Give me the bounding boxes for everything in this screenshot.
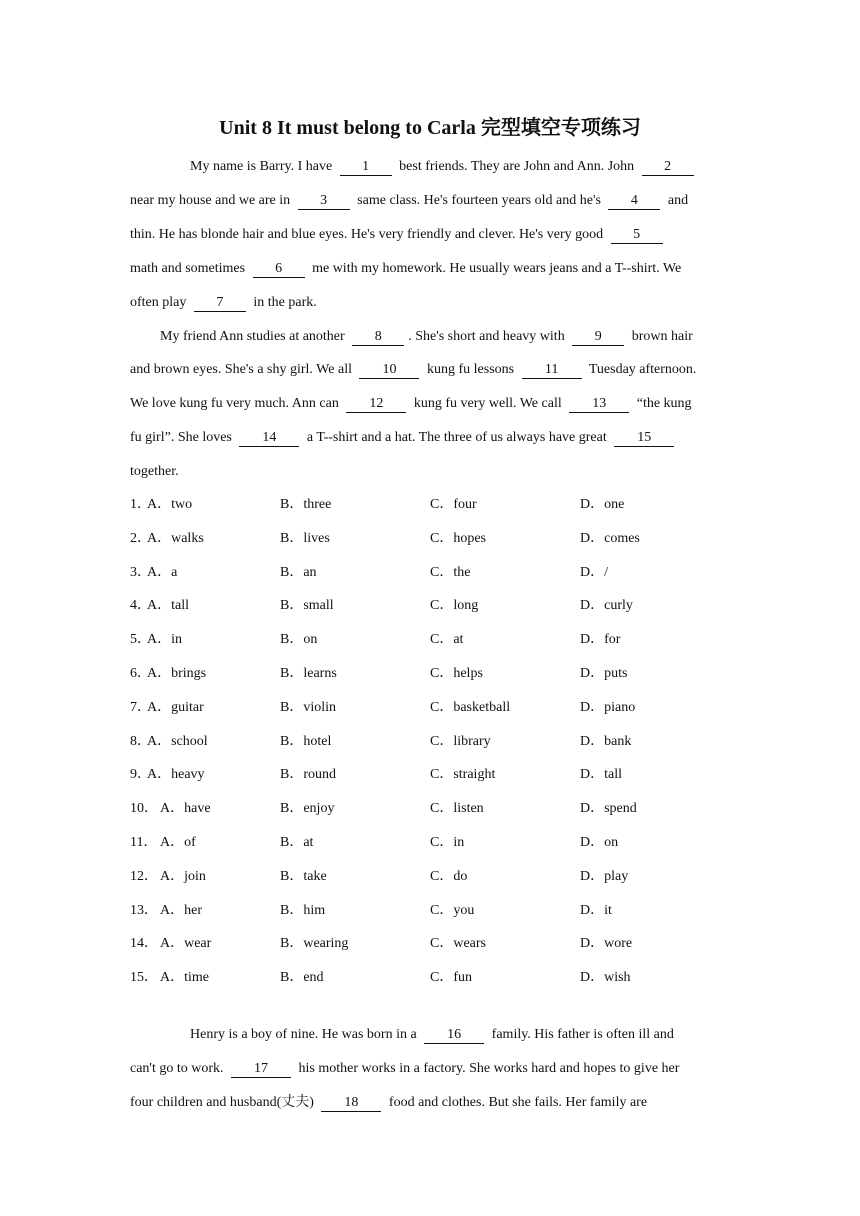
option-c[interactable]: C．in: [430, 835, 465, 850]
option-a[interactable]: A．brings: [147, 666, 207, 681]
passage-text: thin. He has blonde hair and blue eyes. He's very friendly and clever. He's very good: [130, 227, 607, 242]
passage-text: me with my homework. He usually wears jeans and a T--shirt. We: [308, 261, 682, 276]
passage-text: can't go to work.: [130, 1061, 228, 1076]
blank-7[interactable]: 7: [194, 295, 246, 312]
option-c[interactable]: C．listen: [430, 801, 484, 817]
option-d[interactable]: D．wore: [580, 936, 633, 952]
passage-text: math and sometimes: [130, 261, 249, 276]
option-d[interactable]: D．piano: [580, 699, 636, 715]
passage-text: Tuesday afternoon.: [585, 362, 697, 377]
option-b[interactable]: B．end: [280, 970, 324, 986]
passage1-line: [130, 462, 734, 482]
passage1-line: [130, 225, 734, 245]
passage-text: and brown eyes. She's a shy girl. We all: [130, 362, 356, 377]
passage1-line: [130, 191, 734, 211]
passage1-line: [130, 259, 734, 279]
option-d[interactable]: D．wish: [580, 970, 631, 986]
blank-2[interactable]: 2: [642, 159, 694, 176]
option-d[interactable]: D．/: [580, 564, 608, 580]
blank-11[interactable]: 11: [522, 362, 582, 379]
option-d[interactable]: D．on: [580, 835, 619, 850]
passage-text: “the kung: [633, 396, 692, 411]
option-b[interactable]: B．enjoy: [280, 801, 335, 817]
passage-text: a T--shirt and a hat. The three of us always have great: [303, 430, 611, 445]
blank-9[interactable]: 9: [572, 329, 624, 346]
passage-text: My friend Ann studies at another: [160, 329, 349, 344]
passage-text: family. His father is often ill and: [488, 1027, 674, 1042]
question-number: 5．: [130, 632, 151, 648]
passage-text: My name is Barry. I have: [190, 159, 336, 174]
option-a[interactable]: A．of: [160, 835, 196, 850]
question-number: 12．: [130, 868, 158, 884]
option-d[interactable]: D．bank: [580, 733, 632, 749]
passage-text: food and clothes. But she fails. Her family are: [385, 1095, 648, 1110]
option-c[interactable]: C．the: [430, 564, 471, 580]
option-c[interactable]: C．long: [430, 598, 479, 614]
passage-text: four children and husband(丈夫): [130, 1095, 318, 1110]
passage2-line: [130, 1059, 734, 1079]
option-a[interactable]: A．her: [160, 902, 202, 918]
question-number: 11．: [130, 835, 158, 850]
blank-13[interactable]: 13: [569, 396, 629, 413]
option-a[interactable]: A．in: [147, 632, 182, 648]
option-d[interactable]: D．spend: [580, 801, 637, 817]
option-d[interactable]: D．for: [580, 632, 621, 648]
option-c[interactable]: C．hopes: [430, 530, 486, 546]
option-c[interactable]: C．four: [430, 497, 477, 512]
blank-17[interactable]: 17: [231, 1061, 291, 1078]
option-a[interactable]: A．walks: [147, 530, 204, 546]
option-b[interactable]: B．lives: [280, 530, 330, 546]
question-number: 3．: [130, 564, 151, 580]
passage1-line: [190, 157, 734, 177]
option-d[interactable]: D．curly: [580, 598, 633, 614]
passage-text: . She's short and heavy with: [408, 329, 569, 344]
passage2-line: [190, 1025, 734, 1045]
passage1-line: [130, 360, 734, 380]
option-b[interactable]: B．wearing: [280, 936, 349, 952]
question-number: 13．: [130, 902, 158, 918]
passage-text: often play: [130, 295, 190, 310]
question-number: 2．: [130, 530, 151, 546]
passage-text: same class. He's fourteen years old and he's: [353, 193, 605, 208]
option-c[interactable]: C．do: [430, 868, 468, 884]
question-number: 4．: [130, 598, 151, 614]
option-c[interactable]: C．straight: [430, 767, 496, 783]
option-b[interactable]: B．at: [280, 835, 314, 850]
option-a[interactable]: A．tall: [147, 598, 189, 614]
passage1-line: [130, 293, 734, 313]
option-b[interactable]: B．him: [280, 902, 326, 918]
passage1-line: [130, 428, 734, 448]
page-title: Unit 8 It must belong to Carla 完型填空专项练习: [219, 117, 641, 139]
blank-8[interactable]: 8: [352, 329, 404, 346]
option-d[interactable]: D．puts: [580, 666, 628, 681]
question-number: 9．: [130, 767, 151, 783]
option-c[interactable]: C．basketball: [430, 699, 511, 715]
blank-5[interactable]: 5: [611, 227, 663, 244]
question-number: 6．: [130, 666, 151, 681]
option-a[interactable]: A．school: [147, 733, 208, 749]
blank-6[interactable]: 6: [253, 261, 305, 278]
option-a[interactable]: A．wear: [160, 936, 212, 952]
passage-text: kung fu lessons: [423, 362, 518, 377]
question-number: 10．: [130, 801, 158, 817]
option-a[interactable]: A．time: [160, 970, 209, 986]
option-a[interactable]: A．join: [160, 868, 206, 884]
question-number: 1．: [130, 497, 151, 512]
option-b[interactable]: B．round: [280, 767, 336, 783]
passage-text: best friends. They are John and Ann. John: [395, 159, 638, 174]
question-number: 14．: [130, 936, 158, 952]
question-number: 8．: [130, 733, 151, 749]
option-c[interactable]: C．at: [430, 632, 464, 648]
blank-1[interactable]: 1: [340, 159, 392, 176]
passage-text: together.: [130, 464, 179, 479]
passage-text: in the park.: [249, 295, 317, 310]
option-a[interactable]: A．heavy: [147, 767, 205, 783]
option-a[interactable]: A．have: [160, 801, 211, 817]
option-b[interactable]: B．hotel: [280, 733, 332, 749]
option-d[interactable]: D．one: [580, 497, 625, 512]
blank-18[interactable]: 18: [321, 1095, 381, 1112]
option-c[interactable]: C．wears: [430, 936, 486, 952]
blank-4[interactable]: 4: [608, 193, 660, 210]
blank-14[interactable]: 14: [239, 430, 299, 447]
question-number: 15．: [130, 970, 158, 986]
option-d[interactable]: D．tall: [580, 767, 622, 783]
option-b[interactable]: B．violin: [280, 699, 337, 715]
option-b[interactable]: B．learns: [280, 666, 337, 681]
option-c[interactable]: C．you: [430, 902, 475, 918]
option-b[interactable]: B．three: [280, 497, 332, 512]
passage-text: and: [664, 193, 689, 208]
passage-text: kung fu very well. We call: [410, 396, 566, 411]
option-d[interactable]: D．comes: [580, 530, 640, 546]
blank-10[interactable]: 10: [359, 362, 419, 379]
passage-text: near my house and we are in: [130, 193, 294, 208]
passage2-line: [130, 1093, 734, 1113]
option-d[interactable]: D．it: [580, 902, 612, 918]
option-a[interactable]: A．a: [147, 564, 178, 580]
passage-text: We love kung fu very much. Ann can: [130, 396, 343, 411]
passage1-line: [160, 327, 734, 347]
option-c[interactable]: C．library: [430, 733, 491, 749]
blank-3[interactable]: 3: [298, 193, 350, 210]
blank-15[interactable]: 15: [614, 430, 674, 447]
passage-text: his mother works in a factory. She works hard and hopes to give her: [295, 1061, 680, 1076]
passage-text: brown hair: [628, 329, 693, 344]
option-b[interactable]: B．take: [280, 868, 327, 884]
option-b[interactable]: B．an: [280, 564, 317, 580]
option-b[interactable]: B．on: [280, 632, 318, 648]
passage-text: Henry is a boy of nine. He was born in a: [190, 1027, 421, 1042]
passage-text: fu girl”. She loves: [130, 430, 236, 445]
option-d[interactable]: D．play: [580, 868, 629, 884]
option-a[interactable]: A．guitar: [147, 699, 204, 715]
option-c[interactable]: C．helps: [430, 666, 483, 681]
option-c[interactable]: C．fun: [430, 970, 472, 986]
option-a[interactable]: A．two: [147, 497, 193, 512]
blank-12[interactable]: 12: [346, 396, 406, 413]
option-b[interactable]: B．small: [280, 598, 334, 614]
passage1-line: [130, 394, 734, 414]
blank-16[interactable]: 16: [424, 1027, 484, 1044]
question-number: 7．: [130, 699, 151, 715]
